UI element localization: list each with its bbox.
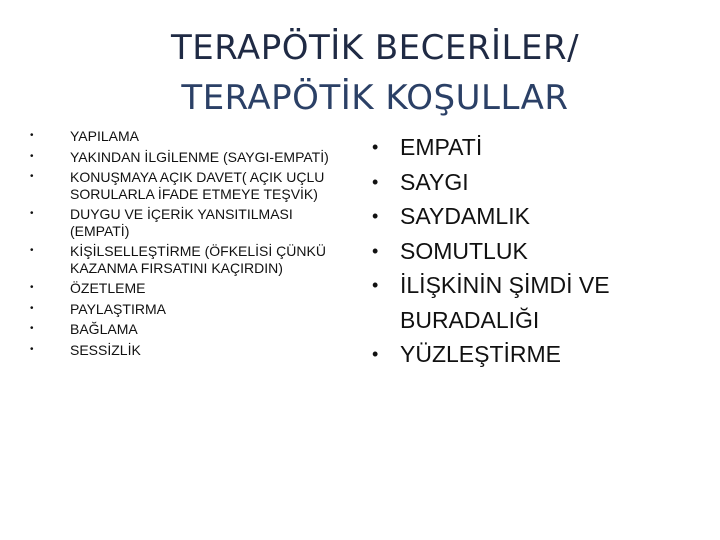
- list-item-text: EMPATİ: [400, 134, 483, 160]
- bullet-icon: •: [30, 302, 34, 314]
- list-item: [372, 268, 712, 337]
- therapeutic-skills-list: [30, 128, 340, 362]
- list-item: [30, 301, 340, 318]
- list-item-text: YÜZLEŞTİRME: [400, 341, 562, 367]
- list-item: [372, 165, 712, 200]
- list-item-text: SAYDAMLIK: [400, 203, 530, 229]
- bullet-icon: •: [372, 275, 379, 295]
- list-item: [30, 243, 340, 276]
- list-item: [30, 321, 340, 338]
- bullet-icon: •: [30, 150, 34, 162]
- list-item: [30, 149, 340, 166]
- list-item: [30, 128, 340, 145]
- list-item-text: SAYGI: [400, 168, 469, 195]
- slide-title-line-2: TERAPÖTİK KOŞULLAR: [181, 78, 569, 118]
- bullet-icon: •: [372, 137, 379, 157]
- bullet-icon: •: [30, 208, 34, 219]
- list-item-text: DUYGU VE İÇERİK YANSITILMASI (EMPATİ): [70, 206, 293, 239]
- list-item-text: KONUŞMAYA AÇIK DAVET( AÇIK UÇLU SORULARLA İFADE ETMEYE TEŞVİK): [70, 169, 325, 202]
- list-item: [30, 280, 340, 297]
- bullet-icon: •: [30, 323, 34, 334]
- bullet-icon: •: [372, 344, 379, 364]
- list-item-text: SOMUTLUK: [400, 237, 528, 264]
- list-item-text: YAKINDAN İLGİLENME (SAYGI-EMPATİ): [70, 148, 329, 165]
- list-item-text: PAYLAŞTIRMA: [70, 300, 166, 317]
- list-item-text: SESSİZLİK: [70, 341, 141, 358]
- bullet-icon: •: [372, 171, 379, 192]
- list-item-text: YAPILAMA: [70, 128, 139, 144]
- list-item: [372, 130, 712, 165]
- bullet-icon: •: [30, 245, 34, 256]
- list-item: [30, 342, 340, 359]
- list-item: [372, 234, 712, 269]
- list-item-text: KİŞİLSELLEŞTİRME (ÖFKELİSİ ÇÜNKÜ KAZANMA FIRSATINI KAÇIRDIN): [70, 243, 326, 276]
- slide-title-line-1: TERAPÖTİK BECERİLER/: [170, 28, 580, 68]
- therapeutic-conditions-list: [372, 130, 712, 372]
- list-item-text: BAĞLAMA: [70, 321, 138, 337]
- list-item: [30, 169, 340, 202]
- bullet-icon: •: [30, 282, 34, 293]
- list-item: [30, 206, 340, 239]
- list-item: [372, 337, 712, 372]
- bullet-icon: •: [30, 130, 34, 141]
- bullet-icon: •: [372, 206, 379, 226]
- bullet-icon: •: [30, 171, 34, 182]
- list-item: [372, 199, 712, 234]
- list-item-text: ÖZETLEME: [70, 280, 146, 296]
- bullet-icon: •: [372, 240, 379, 261]
- bullet-icon: •: [30, 343, 34, 355]
- list-item-text: İLİŞKİNİN ŞİMDİ VE BURADALIĞI: [400, 272, 610, 333]
